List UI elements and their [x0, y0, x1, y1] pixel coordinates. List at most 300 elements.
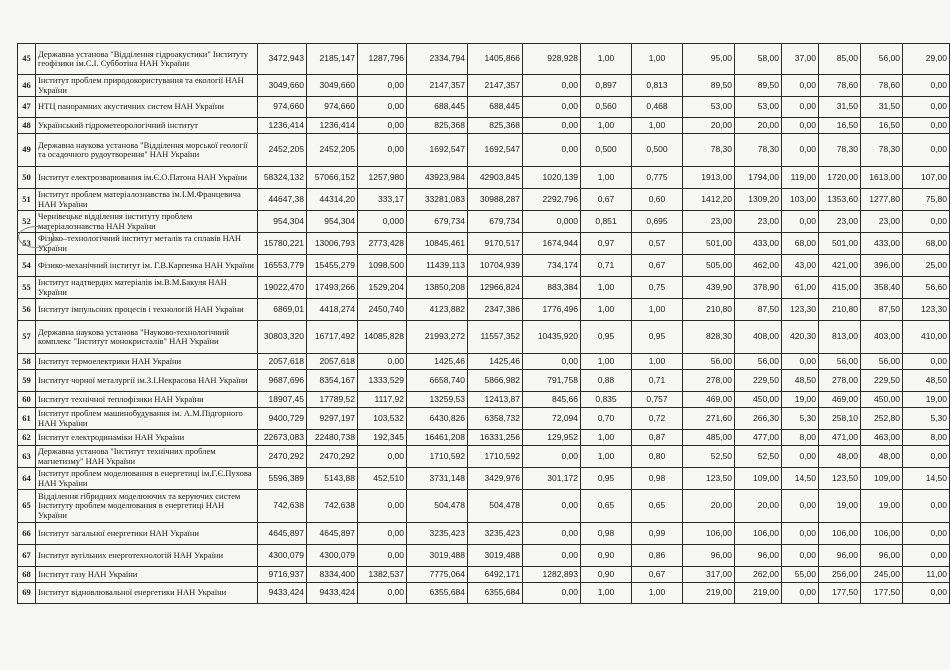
value-cell: 0,00 [782, 97, 819, 118]
value-cell: 2147,357 [407, 75, 468, 97]
value-cell: 210,80 [683, 299, 735, 321]
value-cell: 688,445 [468, 97, 523, 118]
value-cell: 5,30 [782, 408, 819, 430]
value-cell: 2470,292 [258, 446, 307, 468]
value-cell: 0,67 [632, 567, 683, 583]
value-cell: 72,094 [523, 408, 581, 430]
value-cell: 0,95 [581, 321, 632, 354]
value-cell: 403,00 [861, 321, 903, 354]
value-cell: 0,00 [358, 97, 407, 118]
value-cell: 954,304 [307, 211, 358, 233]
row-number: 68 [18, 567, 36, 583]
value-cell: 452,510 [358, 468, 407, 490]
value-cell: 3019,488 [407, 545, 468, 567]
institution-name: Інститут електрозварювання ім.Є.О.Патона НАН України [36, 167, 258, 189]
value-cell: 0,695 [632, 211, 683, 233]
value-cell: 44314,20 [307, 189, 358, 211]
value-cell: 0,00 [782, 354, 819, 370]
value-cell: 56,00 [819, 354, 861, 370]
value-cell: 16,50 [861, 118, 903, 134]
value-cell: 123,30 [782, 299, 819, 321]
value-cell: 123,50 [683, 468, 735, 490]
table-row [18, 545, 950, 567]
value-cell: 471,00 [819, 430, 861, 446]
value-cell: 252,80 [861, 408, 903, 430]
value-cell: 14,50 [903, 468, 950, 490]
institution-name: Інститут проблем матеріалознавства ім.І.М.Францевича НАН України [36, 189, 258, 211]
value-cell: 53,00 [683, 97, 735, 118]
value-cell: 4418,274 [307, 299, 358, 321]
value-cell: 78,60 [861, 75, 903, 97]
value-cell: 0,00 [523, 354, 581, 370]
value-cell: 129,952 [523, 430, 581, 446]
table-row [18, 189, 950, 211]
value-cell: 78,30 [861, 134, 903, 167]
value-cell: 3429,976 [468, 468, 523, 490]
value-cell: 78,30 [735, 134, 782, 167]
value-cell: 1309,20 [735, 189, 782, 211]
value-cell: 0,00 [903, 446, 950, 468]
value-cell: 9170,517 [468, 233, 523, 255]
value-cell: 0,00 [358, 545, 407, 567]
value-cell: 106,00 [735, 523, 782, 545]
value-cell: 0,00 [523, 446, 581, 468]
value-cell: 5866,982 [468, 370, 523, 392]
value-cell: 9716,937 [258, 567, 307, 583]
table-row [18, 134, 950, 167]
value-cell: 1412,20 [683, 189, 735, 211]
value-cell: 13259,53 [407, 392, 468, 408]
value-cell: 43,00 [782, 255, 819, 277]
value-cell: 0,00 [358, 134, 407, 167]
value-cell: 6869,01 [258, 299, 307, 321]
row-number: 47 [18, 97, 36, 118]
value-cell: 11439,113 [407, 255, 468, 277]
value-cell: 96,00 [819, 545, 861, 567]
value-cell: 974,660 [307, 97, 358, 118]
value-cell: 52,50 [735, 446, 782, 468]
value-cell: 78,30 [819, 134, 861, 167]
value-cell: 20,00 [683, 118, 735, 134]
value-cell: 6658,740 [407, 370, 468, 392]
value-cell: 3731,148 [407, 468, 468, 490]
row-number: 51 [18, 189, 36, 211]
value-cell: 1287,796 [358, 44, 407, 75]
value-cell: 0,67 [632, 255, 683, 277]
value-cell: 52,50 [683, 446, 735, 468]
value-cell: 15780,221 [258, 233, 307, 255]
value-cell: 106,00 [819, 523, 861, 545]
institution-name: НТЦ панорамних акустичних систем НАН України [36, 97, 258, 118]
value-cell: 0,00 [903, 134, 950, 167]
institution-name: Інститут вугільних енерготехнологій НАН України [36, 545, 258, 567]
table-row [18, 277, 950, 299]
value-cell: 2452,205 [307, 134, 358, 167]
value-cell: 107,00 [903, 167, 950, 189]
value-cell: 11,00 [903, 567, 950, 583]
value-cell: 0,71 [632, 370, 683, 392]
value-cell: 0,000 [523, 211, 581, 233]
value-cell: 30988,287 [468, 189, 523, 211]
value-cell: 501,00 [683, 233, 735, 255]
value-cell: 1,00 [632, 583, 683, 604]
row-number: 58 [18, 354, 36, 370]
value-cell: 828,30 [683, 321, 735, 354]
value-cell: 3049,660 [307, 75, 358, 97]
value-cell: 219,00 [735, 583, 782, 604]
value-cell: 271,60 [683, 408, 735, 430]
value-cell: 0,71 [581, 255, 632, 277]
value-cell: 1529,204 [358, 277, 407, 299]
value-cell: 68,00 [782, 233, 819, 255]
institution-name: Інститут електродинаміки НАН України [36, 430, 258, 446]
value-cell: 12413,87 [468, 392, 523, 408]
institution-name: Відділення гібридних моделюючих та керуючих систем Інституту проблем моделювання в енергетиці НАН України [36, 490, 258, 523]
value-cell: 15455,279 [307, 255, 358, 277]
value-cell: 1776,496 [523, 299, 581, 321]
value-cell: 48,50 [903, 370, 950, 392]
value-cell: 450,00 [735, 392, 782, 408]
value-cell: 4300,079 [307, 545, 358, 567]
value-cell: 1282,893 [523, 567, 581, 583]
value-cell: 439,90 [683, 277, 735, 299]
value-cell: 0,72 [632, 408, 683, 430]
value-cell: 358,40 [861, 277, 903, 299]
table-row [18, 354, 950, 370]
value-cell: 408,00 [735, 321, 782, 354]
value-cell: 462,00 [735, 255, 782, 277]
institution-name: Фізико-механічний інститут ім. Г.В.Карпенка НАН України [36, 255, 258, 277]
value-cell: 0,00 [523, 545, 581, 567]
value-cell: 19,00 [861, 490, 903, 523]
value-cell: 2057,618 [307, 354, 358, 370]
value-cell: 10845,461 [407, 233, 468, 255]
value-cell: 0,88 [581, 370, 632, 392]
institution-name: Інститут проблем моделювання в енергетиці ім.Г.Є.Пухова НАН України [36, 468, 258, 490]
value-cell: 78,60 [819, 75, 861, 97]
value-cell: 791,758 [523, 370, 581, 392]
value-cell: 450,00 [861, 392, 903, 408]
row-number: 62 [18, 430, 36, 446]
value-cell: 12966,824 [468, 277, 523, 299]
institution-name: Чернівецьке відділення інституту проблем матеріалознавства НАН України [36, 211, 258, 233]
table-row [18, 583, 950, 604]
value-cell: 0,00 [358, 490, 407, 523]
value-cell: 1710,592 [468, 446, 523, 468]
row-number: 53 [18, 233, 36, 255]
value-cell: 1,00 [632, 354, 683, 370]
value-cell: 3019,488 [468, 545, 523, 567]
value-cell: 16717,492 [307, 321, 358, 354]
institution-name: Фізико–технологічний інститут металів та сплавів НАН України [36, 233, 258, 255]
value-cell: 1425,46 [407, 354, 468, 370]
value-cell: 0,00 [782, 134, 819, 167]
value-cell: 266,30 [735, 408, 782, 430]
value-cell: 56,60 [903, 277, 950, 299]
value-cell: 1720,00 [819, 167, 861, 189]
value-cell: 333,17 [358, 189, 407, 211]
value-cell: 5143,88 [307, 468, 358, 490]
value-cell: 10435,920 [523, 321, 581, 354]
value-cell: 9297,197 [307, 408, 358, 430]
value-cell: 0,897 [581, 75, 632, 97]
value-cell: 0,00 [523, 583, 581, 604]
value-cell: 2147,357 [468, 75, 523, 97]
value-cell: 0,00 [523, 75, 581, 97]
value-cell: 0,00 [358, 75, 407, 97]
value-cell: 0,00 [903, 523, 950, 545]
value-cell: 463,00 [861, 430, 903, 446]
value-cell: 6355,684 [468, 583, 523, 604]
value-cell: 4300,079 [258, 545, 307, 567]
value-cell: 1,00 [581, 44, 632, 75]
value-cell: 56,00 [683, 354, 735, 370]
value-cell: 1,00 [581, 354, 632, 370]
institution-name: Інститут чорної металургії ім.З.І.Некрасова НАН України [36, 370, 258, 392]
value-cell: 0,00 [782, 583, 819, 604]
value-cell: 6492,171 [468, 567, 523, 583]
row-number: 50 [18, 167, 36, 189]
value-cell: 469,00 [683, 392, 735, 408]
value-cell: 9433,424 [258, 583, 307, 604]
value-cell: 61,00 [782, 277, 819, 299]
value-cell: 23,00 [683, 211, 735, 233]
value-cell: 219,00 [683, 583, 735, 604]
table-row [18, 468, 950, 490]
value-cell: 2185,147 [307, 44, 358, 75]
value-cell: 1405,866 [468, 44, 523, 75]
value-cell: 22673,083 [258, 430, 307, 446]
value-cell: 1,00 [581, 118, 632, 134]
table-row [18, 233, 950, 255]
institution-name: Інститут проблем природокористування та екології НАН України [36, 75, 258, 97]
institution-name: Інститут імпульсних процесів і технологій НАН України [36, 299, 258, 321]
row-number: 55 [18, 277, 36, 299]
value-cell: 0,00 [782, 490, 819, 523]
value-cell: 2450,740 [358, 299, 407, 321]
value-cell: 48,00 [861, 446, 903, 468]
value-cell: 0,00 [358, 446, 407, 468]
value-cell: 1,00 [581, 446, 632, 468]
value-cell: 106,00 [861, 523, 903, 545]
value-cell: 55,00 [782, 567, 819, 583]
value-cell: 2347,386 [468, 299, 523, 321]
institution-name: Інститут газу НАН України [36, 567, 258, 583]
value-cell: 87,50 [735, 299, 782, 321]
value-cell: 1,00 [581, 167, 632, 189]
value-cell: 301,172 [523, 468, 581, 490]
value-cell: 0,775 [632, 167, 683, 189]
value-cell: 43923,984 [407, 167, 468, 189]
value-cell: 9687,696 [258, 370, 307, 392]
value-cell: 0,00 [358, 583, 407, 604]
value-cell: 5,30 [903, 408, 950, 430]
value-cell: 317,00 [683, 567, 735, 583]
value-cell: 25,00 [903, 255, 950, 277]
value-cell: 0,00 [903, 583, 950, 604]
value-cell: 42903,845 [468, 167, 523, 189]
row-number: 60 [18, 392, 36, 408]
table-row [18, 370, 950, 392]
value-cell: 56,00 [861, 354, 903, 370]
value-cell: 278,00 [819, 370, 861, 392]
value-cell: 2773,428 [358, 233, 407, 255]
value-cell: 1710,592 [407, 446, 468, 468]
value-cell: 0,90 [581, 567, 632, 583]
value-cell: 48,00 [819, 446, 861, 468]
table-row [18, 75, 950, 97]
value-cell: 0,97 [581, 233, 632, 255]
value-cell: 1794,00 [735, 167, 782, 189]
value-cell: 1236,414 [258, 118, 307, 134]
value-cell: 1,00 [581, 583, 632, 604]
value-cell: 16553,779 [258, 255, 307, 277]
value-cell: 58,00 [735, 44, 782, 75]
value-cell: 262,00 [735, 567, 782, 583]
value-cell: 3235,423 [407, 523, 468, 545]
value-cell: 3049,660 [258, 75, 307, 97]
value-cell: 410,00 [903, 321, 950, 354]
row-number: 65 [18, 490, 36, 523]
value-cell: 4645,897 [307, 523, 358, 545]
table-row [18, 44, 950, 75]
value-cell: 0,00 [782, 211, 819, 233]
value-cell: 0,851 [581, 211, 632, 233]
value-cell: 16,50 [819, 118, 861, 134]
value-cell: 0,00 [523, 490, 581, 523]
value-cell: 106,00 [683, 523, 735, 545]
table-row [18, 408, 950, 430]
value-cell: 21993,272 [407, 321, 468, 354]
value-cell: 8,00 [782, 430, 819, 446]
value-cell: 0,87 [632, 430, 683, 446]
value-cell: 87,50 [861, 299, 903, 321]
table-row [18, 490, 950, 523]
value-cell: 1,00 [581, 430, 632, 446]
value-cell: 1425,46 [468, 354, 523, 370]
value-cell: 22480,738 [307, 430, 358, 446]
value-cell: 89,50 [683, 75, 735, 97]
value-cell: 1692,547 [407, 134, 468, 167]
value-cell: 9400,729 [258, 408, 307, 430]
value-cell: 0,00 [782, 446, 819, 468]
value-cell: 974,660 [258, 97, 307, 118]
institution-name: Інститут загальної енергетики НАН України [36, 523, 258, 545]
value-cell: 20,00 [735, 490, 782, 523]
value-cell: 0,00 [782, 523, 819, 545]
value-cell: 103,532 [358, 408, 407, 430]
value-cell: 30803,320 [258, 321, 307, 354]
row-number: 54 [18, 255, 36, 277]
value-cell: 109,00 [735, 468, 782, 490]
value-cell: 96,00 [683, 545, 735, 567]
row-number: 63 [18, 446, 36, 468]
value-cell: 742,638 [258, 490, 307, 523]
value-cell: 5596,389 [258, 468, 307, 490]
value-cell: 505,00 [683, 255, 735, 277]
table-row [18, 567, 950, 583]
value-cell: 16331,256 [468, 430, 523, 446]
table-row [18, 523, 950, 545]
value-cell: 109,00 [861, 468, 903, 490]
value-cell: 258,10 [819, 408, 861, 430]
value-cell: 1,00 [632, 118, 683, 134]
value-cell: 8354,167 [307, 370, 358, 392]
value-cell: 1333,529 [358, 370, 407, 392]
row-number: 67 [18, 545, 36, 567]
value-cell: 0,468 [632, 97, 683, 118]
value-cell: 0,00 [903, 118, 950, 134]
value-cell: 18907,45 [258, 392, 307, 408]
value-cell: 0,57 [632, 233, 683, 255]
value-cell: 78,30 [683, 134, 735, 167]
table-row [18, 255, 950, 277]
value-cell: 0,00 [903, 75, 950, 97]
value-cell: 123,50 [819, 468, 861, 490]
value-cell: 0,00 [903, 354, 950, 370]
value-cell: 8334,400 [307, 567, 358, 583]
value-cell: 19022,470 [258, 277, 307, 299]
value-cell: 44647,38 [258, 189, 307, 211]
row-number: 64 [18, 468, 36, 490]
table-body [18, 44, 950, 604]
row-number: 52 [18, 211, 36, 233]
value-cell: 3472,943 [258, 44, 307, 75]
value-cell: 95,00 [683, 44, 735, 75]
value-cell: 192,345 [358, 430, 407, 446]
value-cell: 123,30 [903, 299, 950, 321]
value-cell: 14085,828 [358, 321, 407, 354]
value-cell: 23,00 [819, 211, 861, 233]
value-cell: 0,00 [782, 118, 819, 134]
row-number: 66 [18, 523, 36, 545]
value-cell: 1,00 [581, 277, 632, 299]
value-cell: 1674,944 [523, 233, 581, 255]
value-cell: 4123,882 [407, 299, 468, 321]
value-cell: 0,000 [358, 211, 407, 233]
value-cell: 23,00 [735, 211, 782, 233]
value-cell: 433,00 [735, 233, 782, 255]
value-cell: 1353,60 [819, 189, 861, 211]
value-cell: 0,00 [782, 75, 819, 97]
value-cell: 2292,796 [523, 189, 581, 211]
institution-name: Інститут надтвердих матеріалів ім.В.М.Бакуля НАН України [36, 277, 258, 299]
row-number: 57 [18, 321, 36, 354]
value-cell: 89,50 [735, 75, 782, 97]
value-cell: 0,98 [632, 468, 683, 490]
value-cell: 0,500 [581, 134, 632, 167]
value-cell: 0,00 [523, 118, 581, 134]
institution-name: Державна наукова установа "Науково-технологічний комплекс "Інститут монокристалів" НАН України [36, 321, 258, 354]
row-number: 49 [18, 134, 36, 167]
value-cell: 1257,980 [358, 167, 407, 189]
value-cell: 421,00 [819, 255, 861, 277]
value-cell: 0,90 [581, 545, 632, 567]
row-number: 69 [18, 583, 36, 604]
value-cell: 31,50 [861, 97, 903, 118]
value-cell: 0,00 [523, 523, 581, 545]
institutes-financing-table [17, 43, 950, 604]
value-cell: 278,00 [683, 370, 735, 392]
value-cell: 0,00 [903, 211, 950, 233]
value-cell: 0,00 [523, 97, 581, 118]
value-cell: 1098,500 [358, 255, 407, 277]
table-row [18, 118, 950, 134]
value-cell: 1117,92 [358, 392, 407, 408]
value-cell: 229,50 [735, 370, 782, 392]
value-cell: 0,813 [632, 75, 683, 97]
value-cell: 0,757 [632, 392, 683, 408]
